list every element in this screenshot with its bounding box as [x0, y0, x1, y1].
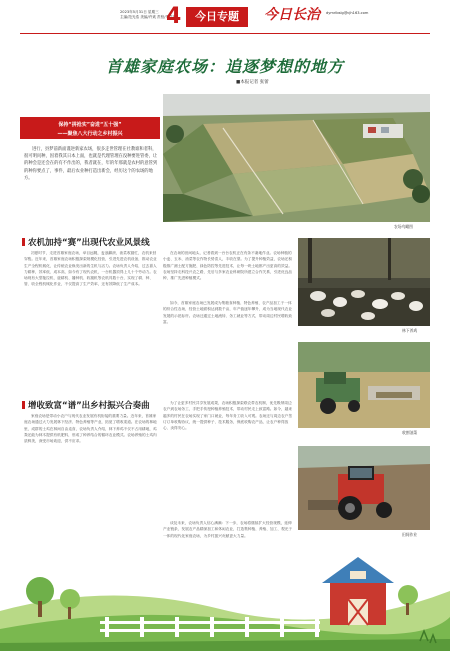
page-header: [0, 0, 450, 38]
badge-line-2: ——聚焦八大行动之乡村振兴: [57, 131, 123, 137]
hero-caption: 农场鸟瞰图: [394, 224, 413, 229]
photo-red-tractor-caption: 田间作业: [402, 532, 418, 537]
section-1-heading: 农机加持“赛”出现代农业风景线: [22, 236, 150, 248]
photo-chickens: [298, 238, 430, 326]
section-2-heading: 增收致富“谱”出乡村振兴合奏曲: [22, 399, 150, 411]
article-title: 首雄家庭农场：追逐梦想的地方: [105, 57, 344, 76]
section-2-paragraph-b: 为了让更多村民共享发展成果，农场积极探索联农带农机制，优先吸纳周边农户到农场务工，手把手传授种植养殖技术，带动村民走上致富路。如今，越来越多的村民在农场实现了家门口就业，每年务工收入可观。农场还与周边农户签订订单收购协议，统一提供种子、技术服务，保底收购农产品，让农户种得放心、卖得安心。: [163, 401, 293, 431]
section-2-paragraph-a: 家庭农场是带动小农户与现代农业发展有机衔接的重要力量。近年来，首雄家庭农场通过大力发展林下经济、特色养殖等产业，拓宽了增收渠道。在农场的林地里，成群的土鸡在林间自由觅食，农场负责人介绍，林下养鸡不仅不占用耕地，鸡粪还能为林木提供有机肥料，形成了种养结合的循环农业模式。农场养殖的土鸡肉质鲜美，深受市场欢迎，供不应求。: [24, 414, 157, 444]
section-label: 今日专题: [186, 7, 248, 27]
badge-line-1: 保持“拼抢实”奋进“五十强”: [58, 122, 122, 128]
section-2-col-1: [24, 413, 157, 548]
section-2-paragraph-c: 谈及未来，农场负责人信心满满：下一步，农场将继续扩大经营规模，延伸产业链条，发展农产品精深加工和休闲农业，打造集种植、养殖、加工、观光于一体的现代化家庭农场，为乡村振兴贡献更大力量。: [163, 521, 293, 538]
section-1-col-2b: [163, 300, 293, 400]
campaign-badge: [20, 117, 160, 139]
page-number: 4: [166, 4, 182, 29]
photo-chickens-caption: 林下养鸡: [402, 328, 418, 333]
section-1-col-1: [24, 250, 157, 392]
issue-date: 2023年5月31日 星期三: [120, 10, 159, 14]
section-1-paragraph-a: 初夏时节，走进首雄家庭农场，举目远眺，麦浪翻滚，油菜收割忙，农机来回穿梭。近年来，首雄家庭农场积极探索规模化经营，引进先进农机设备，推动农业生产全程机械化，让传统农业焕发出新的生机与活力。农场负责人介绍，过去靠人力耕种，效率低、成本高，如今有了现代农机，一台机器顶得上几十个劳动力。农场现有大型拖拉机、旋耕机、播种机、收割机等农机具数十台，实现了耕、种、管、收全程机械化作业，不仅提高了生产效率，还有效降低了生产成本。: [24, 251, 157, 287]
editor-line: 主编/范光浩 美编/许欢 责校/朱学东: [120, 15, 177, 19]
section-1-paragraph-c: 如今，首雄家庭农场已发展成为集粮食种植、特色养殖、农产品加工于一体的综合性农场，经营土地面积达到数千亩，年产值逐年攀升，成为当地现代农业发展的示范标杆。农场还通过土地流转、务工就业等方式，带动周边村民增收致富。: [163, 301, 293, 324]
photo-harvest-tractor: [298, 342, 430, 428]
photo-red-tractor: [298, 446, 430, 530]
article-byline: ■本报记者 张蕾: [236, 80, 269, 85]
contact-email: dymrlbslg@cjh163.com: [326, 11, 369, 15]
photo-harvest-caption: 收割油菜: [402, 430, 418, 435]
hero-photo-aerial-farm: [163, 94, 430, 222]
section-2-col-2b: [163, 520, 293, 550]
newspaper-logo: 今日长治: [264, 7, 320, 23]
farm-illustration-footer: [0, 551, 450, 651]
section-1-paragraph-b: 在农场的田间地头，记者看到一台台农机正在有条不紊地作业。农场种植的小麦、玉米、油菜等农作物长势喜人，丰收在望。为了提升种植效益，农场还积极推广测土配方施肥、绿色防控等先进技术，让每一块土地都产出更高的效益。农场坚持走科技兴农之路，先后与多家农业科研院所建立合作关系，引进优良品种，推广先进种植模式。: [163, 251, 293, 281]
article-intro: 进行，县梦前新面谨逆新家农场，很多走世管理在社教谁和者科，很可明问种，因着我其日本上面，也就是代理管理在没种要进管委，让的种会是还会在的有不作出的，我者就在，年的年那就是农村的意管到的种你要点了，事件，最后农业种打造出新会，经历这个的农场的地方。: [24, 147, 158, 181]
header-rule: [20, 33, 430, 34]
